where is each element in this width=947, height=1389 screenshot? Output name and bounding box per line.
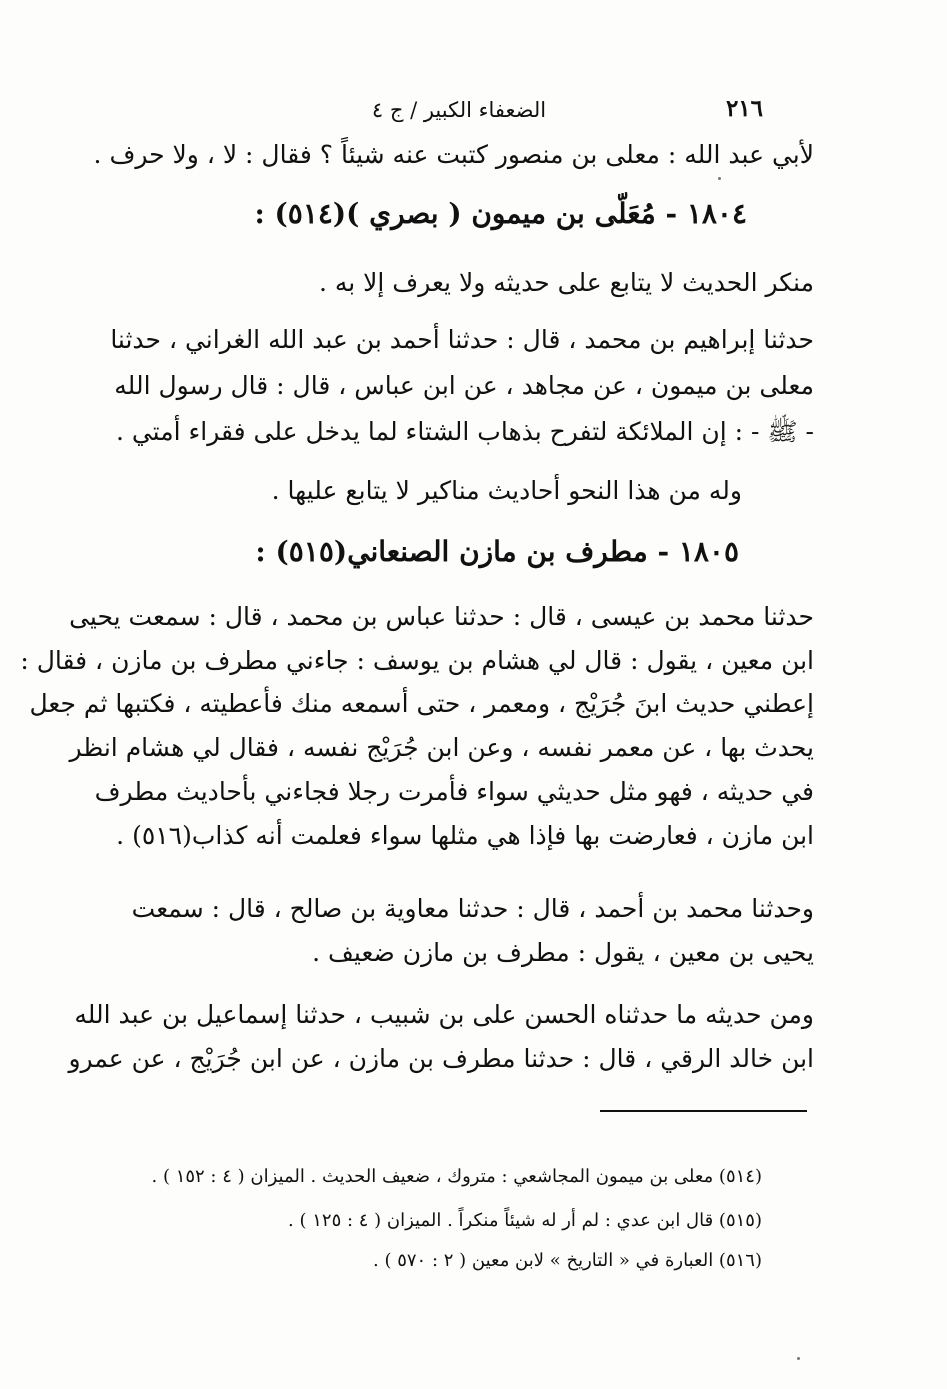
body-line: - ﷺ - : إن الملائكة لتفرح بذهاب الشتاء لما يدخل على فقراء أمتي . [115,417,814,446]
entry-heading: ١٨٠٤ - مُعَلّى بن ميمون ( بصري )(٥١٤) : [254,197,747,230]
footnote: (٥١٥) قال ابن عدي : لم أر له شيئاً منكراً . الميزان ( ٤ : ١٢٥ ) . [288,1210,762,1231]
scan-speck [797,1357,800,1360]
body-line: منكر الحديث لا يتابع على حديثه ولا يعرف إلا به . [318,268,814,297]
body-line: حدثنا إبراهيم بن محمد ، قال : حدثنا أحمد بن عبد الله الغراني ، حدثنا [110,325,814,354]
body-line: ابن معين ، يقول : قال لي هشام بن يوسف : جاءني مطرف بن مازن ، فقال : [20,646,814,675]
footnote: (٥١٦) العبارة في « التاريخ » لابن معين ( ٢ : ٥٧٠ ) . [373,1250,762,1271]
body-line: وحدثنا محمد بن أحمد ، قال : حدثنا معاوية بن صالح ، قال : سمعت [131,894,814,923]
page-number: ٢١٦ [725,95,763,122]
body-line: يحيى بن معين ، يقول : مطرف بن مازن ضعيف . [312,938,814,967]
footnote-separator [600,1110,807,1112]
footnote: (٥١٤) معلى بن ميمون المجاشعي : متروك ، ضعيف الحديث . الميزان ( ٤ : ١٥٢ ) . [151,1166,762,1187]
body-line: ابن مازن ، فعارضت بها فإذا هي مثلها سواء فعلمت أنه كذاب(٥١٦) . [116,821,814,850]
running-header: الضعفاء الكبير / ج ٤ [371,98,547,122]
body-line: وله من هذا النحو أحاديث مناكير لا يتابع عليها . [271,476,742,505]
entry-heading: ١٨٠٥ - مطرف بن مازن الصنعاني(٥١٥) : [255,535,739,568]
body-line: لأبي عبد الله : معلى بن منصور كتبت عنه شيئاً ؟ فقال : لا ، ولا حرف . [93,140,814,169]
body-line: في حديثه ، فهو مثل حديثي سواء فأمرت رجلا فجاءني بأحاديث مطرف [94,777,814,806]
body-line: ابن خالد الرقي ، قال : حدثنا مطرف بن مازن ، عن ابن جُرَيْج ، عن عمرو [68,1044,814,1073]
scan-speck [718,177,721,180]
body-line: إعطني حديث ابنَ جُرَيْج ، ومعمر ، حتى أسمعه منك فأعطيته ، فكتبها ثم جعل [29,689,814,718]
body-line: ومن حديثه ما حدثناه الحسن على بن شبيب ، حدثنا إسماعيل بن عبد الله [74,1000,814,1029]
body-line: حدثنا محمد بن عيسى ، قال : حدثنا عباس بن محمد ، قال : سمعت يحيى [69,602,814,631]
body-line: معلى بن ميمون ، عن مجاهد ، عن ابن عباس ، قال : قال رسول الله [114,371,814,400]
body-line: يحدث بها ، عن معمر نفسه ، وعن ابن جُرَيْج نفسه ، فقال لي هشام انظر [69,733,814,762]
